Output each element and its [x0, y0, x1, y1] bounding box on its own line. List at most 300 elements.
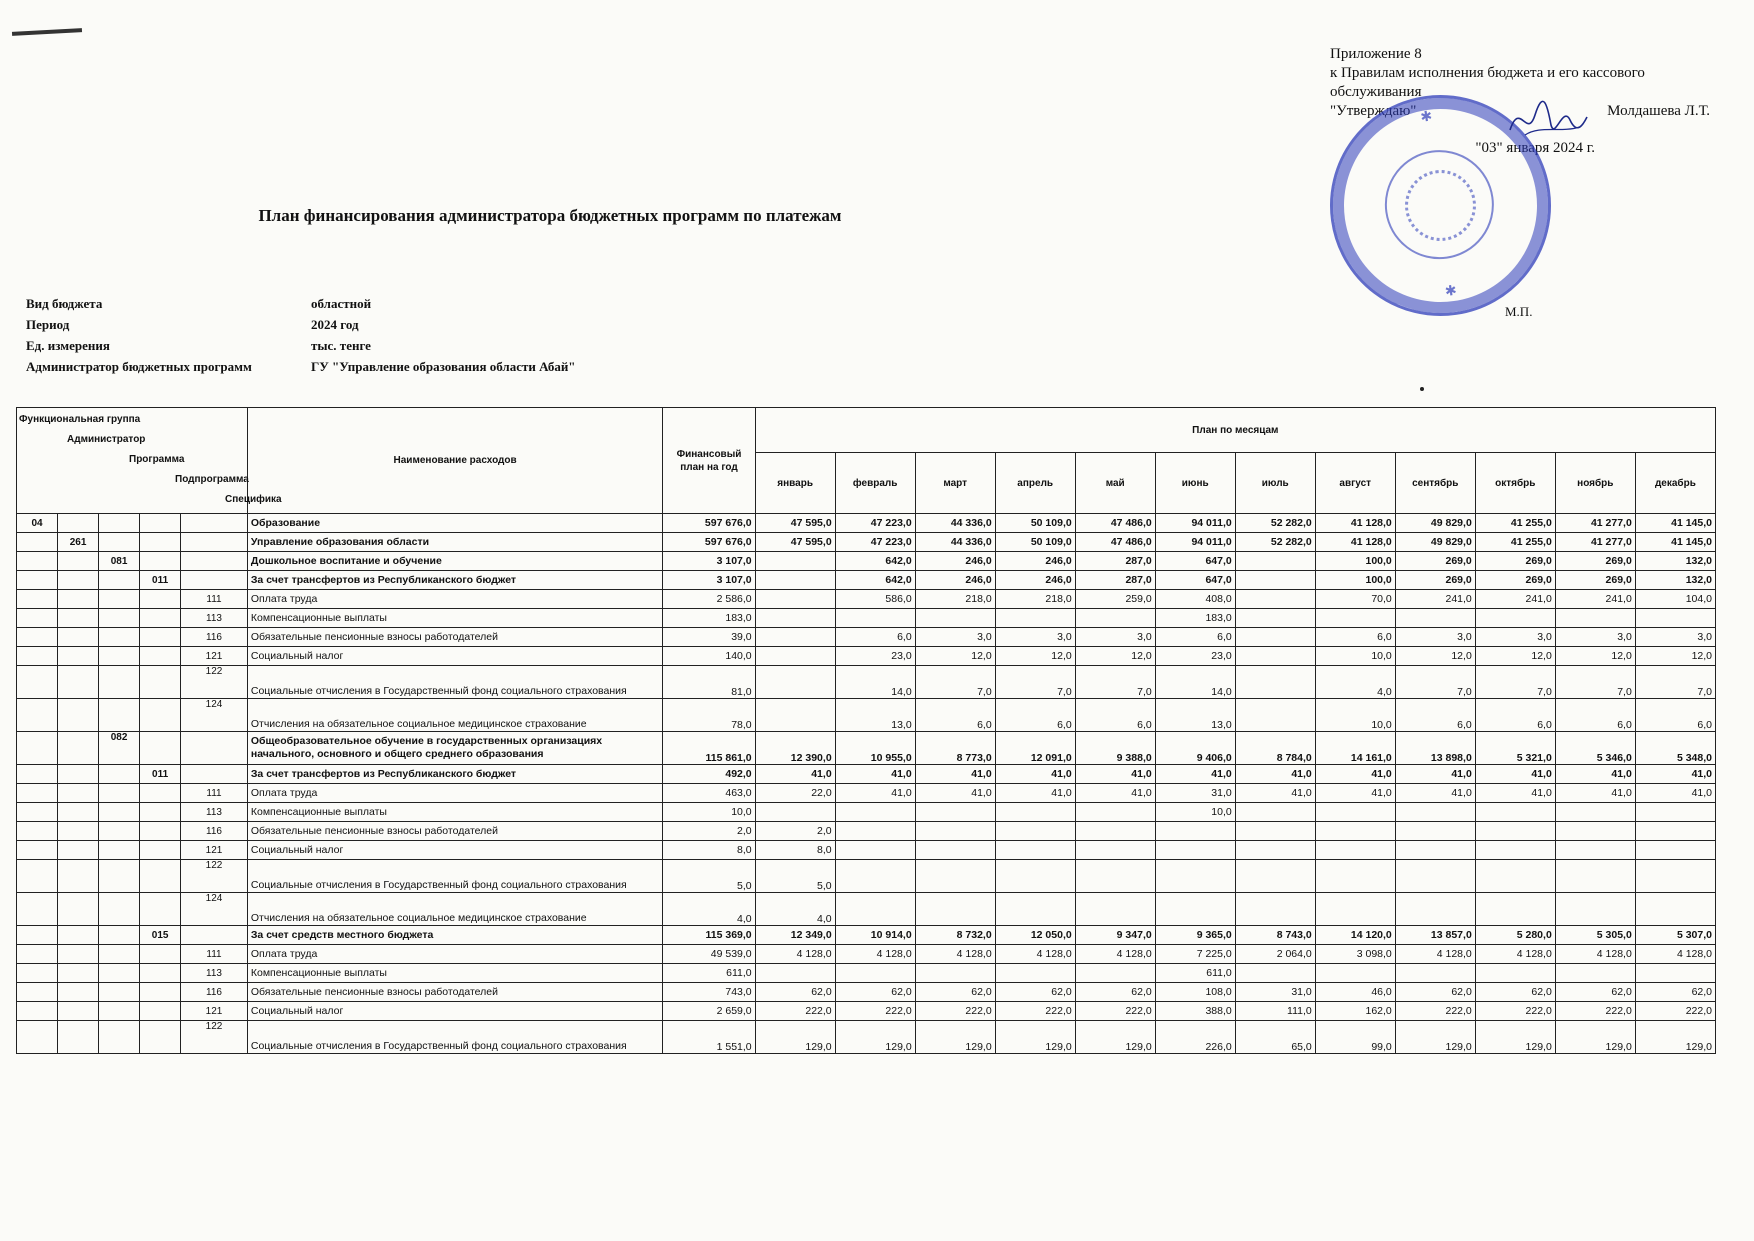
monthly-amount-cell: 41,0 [1635, 765, 1715, 784]
monthly-amount-cell: 41,0 [755, 765, 835, 784]
months-title: План по месяцам [755, 408, 1715, 453]
level-header: Специфика [225, 494, 282, 505]
monthly-amount-cell: 14,0 [1155, 666, 1235, 699]
classification-code-cell [99, 533, 140, 552]
monthly-amount-cell [755, 666, 835, 699]
monthly-amount-cell [1635, 860, 1715, 893]
monthly-amount-cell: 108,0 [1155, 983, 1235, 1002]
level-header: Подпрограмма [175, 474, 249, 485]
table-row [17, 514, 1716, 533]
table-row [17, 945, 1716, 964]
monthly-amount-cell: 7,0 [1635, 666, 1715, 699]
monthly-amount-cell: 100,0 [1315, 571, 1395, 590]
monthly-amount-cell [1555, 609, 1635, 628]
classification-code-cell [17, 926, 58, 945]
classification-code-cell [58, 666, 99, 699]
monthly-amount-cell: 5 307,0 [1635, 926, 1715, 945]
monthly-amount-cell: 49 829,0 [1395, 514, 1475, 533]
monthly-amount-cell [995, 822, 1075, 841]
month-header: сентябрь [1395, 453, 1475, 514]
monthly-amount-cell: 41,0 [1475, 765, 1555, 784]
classification-code-cell [99, 860, 140, 893]
classification-code-cell [140, 514, 181, 533]
monthly-amount-cell: 47 223,0 [835, 514, 915, 533]
classification-code-cell [181, 926, 248, 945]
classification-code-cell [17, 552, 58, 571]
meta-value: тыс. тенге [311, 338, 371, 353]
annual-header: Финансовый план на год [663, 408, 755, 514]
classification-code-cell [58, 860, 99, 893]
monthly-amount-cell [1315, 609, 1395, 628]
monthly-amount-cell [835, 822, 915, 841]
monthly-amount-cell [915, 964, 995, 983]
classification-code-cell [17, 765, 58, 784]
monthly-amount-cell: 6,0 [915, 699, 995, 732]
classification-code-cell: 011 [140, 571, 181, 590]
meta-label: Период [26, 317, 70, 332]
monthly-amount-cell: 62,0 [1075, 983, 1155, 1002]
monthly-amount-cell: 49 829,0 [1395, 533, 1475, 552]
classification-code-cell [181, 533, 248, 552]
classification-code-cell [99, 765, 140, 784]
monthly-amount-cell: 41,0 [1075, 765, 1155, 784]
star-icon: ✱ [1419, 109, 1434, 126]
monthly-amount-cell [1475, 841, 1555, 860]
corner-mark [12, 28, 82, 36]
annual-total-cell: 611,0 [663, 964, 755, 983]
table-row [17, 964, 1716, 983]
monthly-amount-cell: 6,0 [1155, 628, 1235, 647]
monthly-amount-cell [1235, 841, 1315, 860]
classification-code-cell [17, 699, 58, 732]
monthly-amount-cell: 7,0 [1475, 666, 1555, 699]
monthly-amount-cell: 269,0 [1475, 552, 1555, 571]
table-row [17, 803, 1716, 822]
annual-total-cell: 5,0 [663, 860, 755, 893]
monthly-amount-cell [1555, 893, 1635, 926]
seal-place-label: М.П. [1505, 304, 1533, 319]
monthly-amount-cell [1155, 893, 1235, 926]
monthly-amount-cell [915, 841, 995, 860]
monthly-amount-cell: 3,0 [995, 628, 1075, 647]
monthly-amount-cell [915, 803, 995, 822]
classification-code-cell [99, 926, 140, 945]
monthly-amount-cell [835, 964, 915, 983]
monthly-amount-cell: 41,0 [1075, 784, 1155, 803]
monthly-amount-cell: 222,0 [1555, 1002, 1635, 1021]
appendix-label: Приложение 8 [1330, 46, 1422, 62]
monthly-amount-cell [995, 609, 1075, 628]
monthly-amount-cell [755, 647, 835, 666]
monthly-amount-cell: 41,0 [995, 784, 1075, 803]
classification-code-cell [17, 647, 58, 666]
monthly-amount-cell: 14 120,0 [1315, 926, 1395, 945]
monthly-amount-cell: 5 280,0 [1475, 926, 1555, 945]
table-row [17, 926, 1716, 945]
monthly-amount-cell: 388,0 [1155, 1002, 1235, 1021]
monthly-amount-cell: 7,0 [915, 666, 995, 699]
meta-label: Ед. измерения [26, 338, 110, 353]
monthly-amount-cell [1555, 822, 1635, 841]
monthly-amount-cell: 10,0 [1155, 803, 1235, 822]
monthly-amount-cell: 611,0 [1155, 964, 1235, 983]
monthly-amount-cell [835, 803, 915, 822]
monthly-amount-cell: 13,0 [1155, 699, 1235, 732]
signature-icon [1505, 95, 1590, 145]
classification-code-cell [58, 803, 99, 822]
monthly-amount-cell: 7,0 [995, 666, 1075, 699]
month-header: ноябрь [1555, 453, 1635, 514]
meta-value: областной [311, 296, 372, 311]
monthly-amount-cell: 269,0 [1555, 552, 1635, 571]
monthly-amount-cell: 62,0 [1555, 983, 1635, 1002]
classification-code-cell [181, 571, 248, 590]
monthly-amount-cell: 7,0 [1555, 666, 1635, 699]
monthly-amount-cell: 6,0 [995, 699, 1075, 732]
classification-code-cell [17, 983, 58, 1002]
classification-code-cell [99, 590, 140, 609]
monthly-amount-cell: 4 128,0 [1635, 945, 1715, 964]
monthly-amount-cell [835, 860, 915, 893]
classification-code-cell [99, 1021, 140, 1054]
monthly-amount-cell: 111,0 [1235, 1002, 1315, 1021]
classification-code-cell: 116 [181, 628, 248, 647]
monthly-amount-cell [1235, 699, 1315, 732]
monthly-amount-cell: 287,0 [1075, 571, 1155, 590]
classification-code-cell [58, 514, 99, 533]
monthly-amount-cell: 241,0 [1555, 590, 1635, 609]
monthly-amount-cell: 50 109,0 [995, 533, 1075, 552]
monthly-amount-cell: 23,0 [1155, 647, 1235, 666]
classification-code-cell [99, 841, 140, 860]
monthly-amount-cell: 6,0 [835, 628, 915, 647]
classification-code-cell [140, 609, 181, 628]
classification-code-cell [17, 1002, 58, 1021]
month-header: апрель [995, 453, 1075, 514]
monthly-amount-cell: 41,0 [1475, 784, 1555, 803]
monthly-amount-cell [1395, 860, 1475, 893]
annual-total-cell: 115 369,0 [663, 926, 755, 945]
monthly-amount-cell [1075, 822, 1155, 841]
classification-code-cell [181, 552, 248, 571]
monthly-amount-cell: 62,0 [755, 983, 835, 1002]
meta-row-unit [26, 338, 576, 359]
monthly-amount-cell: 41 145,0 [1635, 514, 1715, 533]
monthly-amount-cell: 41,0 [835, 765, 915, 784]
classification-code-cell [17, 964, 58, 983]
expense-name-cell: Социальные отчисления в Государственный фонд социального страхования [247, 666, 662, 699]
monthly-amount-cell [1315, 860, 1395, 893]
monthly-amount-cell [1155, 841, 1235, 860]
month-header: октябрь [1475, 453, 1555, 514]
classification-code-cell [17, 893, 58, 926]
monthly-amount-cell: 222,0 [1475, 1002, 1555, 1021]
classification-code-cell [140, 628, 181, 647]
monthly-amount-cell: 4 128,0 [1555, 945, 1635, 964]
classification-code-cell: 116 [181, 822, 248, 841]
classification-code-cell [140, 666, 181, 699]
classification-code-cell [17, 803, 58, 822]
monthly-amount-cell: 47 486,0 [1075, 514, 1155, 533]
classification-code-cell [140, 822, 181, 841]
monthly-amount-cell: 246,0 [915, 571, 995, 590]
classification-code-cell [140, 533, 181, 552]
month-header: август [1315, 453, 1395, 514]
monthly-amount-cell: 5 346,0 [1555, 732, 1635, 765]
expense-name-cell: Компенсационные выплаты [247, 609, 662, 628]
monthly-amount-cell: 162,0 [1315, 1002, 1395, 1021]
monthly-amount-cell [915, 893, 995, 926]
monthly-amount-cell [1475, 803, 1555, 822]
classification-code-cell [99, 647, 140, 666]
monthly-amount-cell [1155, 822, 1235, 841]
annual-total-cell: 140,0 [663, 647, 755, 666]
monthly-amount-cell [1395, 803, 1475, 822]
classification-code-cell [99, 666, 140, 699]
monthly-amount-cell: 222,0 [1395, 1002, 1475, 1021]
monthly-amount-cell: 62,0 [1475, 983, 1555, 1002]
classification-code-cell [17, 609, 58, 628]
monthly-amount-cell: 269,0 [1475, 571, 1555, 590]
classification-code-cell [58, 841, 99, 860]
monthly-amount-cell [1315, 964, 1395, 983]
table-row [17, 1002, 1716, 1021]
monthly-amount-cell: 3,0 [1635, 628, 1715, 647]
table-body [17, 514, 1716, 1054]
monthly-amount-cell [755, 552, 835, 571]
table-row [17, 765, 1716, 784]
expense-name-cell: За счет средств местного бюджета [247, 926, 662, 945]
monthly-amount-cell: 62,0 [1395, 983, 1475, 1002]
monthly-amount-cell: 50 109,0 [995, 514, 1075, 533]
table-row [17, 983, 1716, 1002]
monthly-amount-cell: 62,0 [995, 983, 1075, 1002]
classification-code-cell: 113 [181, 609, 248, 628]
monthly-amount-cell: 4 128,0 [1075, 945, 1155, 964]
month-header: февраль [835, 453, 915, 514]
classification-code-cell: 116 [181, 983, 248, 1002]
monthly-amount-cell: 6,0 [1395, 699, 1475, 732]
document-metadata [26, 296, 576, 380]
classification-code-cell: 121 [181, 841, 248, 860]
monthly-amount-cell: 5,0 [755, 860, 835, 893]
monthly-amount-cell: 222,0 [1075, 1002, 1155, 1021]
monthly-amount-cell: 12 349,0 [755, 926, 835, 945]
monthly-amount-cell: 642,0 [835, 571, 915, 590]
monthly-amount-cell [1315, 893, 1395, 926]
monthly-amount-cell: 9 347,0 [1075, 926, 1155, 945]
monthly-amount-cell [755, 964, 835, 983]
classification-code-cell [58, 647, 99, 666]
annual-total-cell: 10,0 [663, 803, 755, 822]
classification-code-cell [17, 945, 58, 964]
table-row [17, 552, 1716, 571]
classification-code-cell [17, 1021, 58, 1054]
monthly-amount-cell: 41,0 [1555, 784, 1635, 803]
classification-code-cell: 04 [17, 514, 58, 533]
monthly-amount-cell: 12,0 [915, 647, 995, 666]
month-header: июль [1235, 453, 1315, 514]
monthly-amount-cell: 41,0 [1235, 784, 1315, 803]
annual-total-cell: 2 659,0 [663, 1002, 755, 1021]
classification-code-cell [99, 1002, 140, 1021]
stray-dot [1420, 387, 1424, 391]
monthly-amount-cell: 3,0 [915, 628, 995, 647]
monthly-amount-cell [915, 860, 995, 893]
monthly-amount-cell: 129,0 [915, 1021, 995, 1054]
monthly-amount-cell [1075, 841, 1155, 860]
month-header: май [1075, 453, 1155, 514]
monthly-amount-cell: 2,0 [755, 822, 835, 841]
level-header: Программа [129, 454, 185, 465]
classification-code-cell [17, 784, 58, 803]
monthly-amount-cell: 23,0 [835, 647, 915, 666]
monthly-amount-cell: 7,0 [1395, 666, 1475, 699]
classification-code-cell [58, 590, 99, 609]
monthly-amount-cell: 642,0 [835, 552, 915, 571]
monthly-amount-cell [1235, 628, 1315, 647]
classification-code-cell [99, 983, 140, 1002]
annual-total-cell: 78,0 [663, 699, 755, 732]
monthly-amount-cell [1635, 841, 1715, 860]
monthly-amount-cell: 222,0 [755, 1002, 835, 1021]
rules-reference: к Правилам исполнения бюджета и его кассового обслуживания [1330, 65, 1645, 100]
expense-name-cell: Социальный налог [247, 841, 662, 860]
monthly-amount-cell: 9 388,0 [1075, 732, 1155, 765]
monthly-amount-cell: 222,0 [835, 1002, 915, 1021]
annual-total-cell: 597 676,0 [663, 514, 755, 533]
monthly-amount-cell: 269,0 [1395, 552, 1475, 571]
meta-row-period [26, 317, 576, 338]
classification-code-cell [58, 552, 99, 571]
monthly-amount-cell: 47 223,0 [835, 533, 915, 552]
annual-total-cell: 1 551,0 [663, 1021, 755, 1054]
monthly-amount-cell: 44 336,0 [915, 533, 995, 552]
monthly-amount-cell: 41 128,0 [1315, 533, 1395, 552]
classification-code-cell [58, 784, 99, 803]
monthly-amount-cell [1315, 841, 1395, 860]
monthly-amount-cell: 10 914,0 [835, 926, 915, 945]
expense-name-cell: Обязательные пенсионные взносы работодателей [247, 628, 662, 647]
annual-total-cell: 115 861,0 [663, 732, 755, 765]
annual-total-cell: 49 539,0 [663, 945, 755, 964]
table-row [17, 628, 1716, 647]
table-row [17, 893, 1716, 926]
annual-total-cell: 3 107,0 [663, 571, 755, 590]
classification-code-cell [99, 571, 140, 590]
monthly-amount-cell: 41,0 [1395, 784, 1475, 803]
monthly-amount-cell [835, 609, 915, 628]
meta-label: Вид бюджета [26, 296, 103, 311]
classification-code-cell [58, 609, 99, 628]
classification-code-cell [140, 1002, 181, 1021]
monthly-amount-cell [1635, 964, 1715, 983]
monthly-amount-cell: 47 486,0 [1075, 533, 1155, 552]
monthly-amount-cell [1315, 822, 1395, 841]
monthly-amount-cell [1235, 609, 1315, 628]
monthly-amount-cell: 241,0 [1475, 590, 1555, 609]
classification-code-cell [99, 964, 140, 983]
annual-total-cell: 743,0 [663, 983, 755, 1002]
monthly-amount-cell [995, 860, 1075, 893]
monthly-amount-cell [835, 893, 915, 926]
monthly-amount-cell: 12,0 [1635, 647, 1715, 666]
expense-name-cell: За счет трансфертов из Республиканского бюджет [247, 571, 662, 590]
monthly-amount-cell: 8 784,0 [1235, 732, 1315, 765]
monthly-amount-cell [755, 803, 835, 822]
classification-code-cell [17, 571, 58, 590]
approval-date: "03" января 2024 г. [1475, 140, 1595, 156]
monthly-amount-cell [995, 893, 1075, 926]
expense-name-cell: Компенсационные выплаты [247, 803, 662, 822]
monthly-amount-cell [1235, 590, 1315, 609]
monthly-amount-cell [1395, 822, 1475, 841]
monthly-amount-cell: 13 857,0 [1395, 926, 1475, 945]
classification-code-cell [99, 609, 140, 628]
monthly-amount-cell: 129,0 [1395, 1021, 1475, 1054]
expense-name-cell: Оплата труда [247, 945, 662, 964]
monthly-amount-cell [1395, 841, 1475, 860]
monthly-amount-cell: 3,0 [1555, 628, 1635, 647]
monthly-amount-cell: 9 406,0 [1155, 732, 1235, 765]
classification-code-cell [99, 822, 140, 841]
monthly-amount-cell: 218,0 [915, 590, 995, 609]
classification-code-cell [58, 732, 99, 765]
classification-code-cell [58, 964, 99, 983]
monthly-amount-cell: 6,0 [1555, 699, 1635, 732]
monthly-amount-cell: 586,0 [835, 590, 915, 609]
monthly-amount-cell: 408,0 [1155, 590, 1235, 609]
monthly-amount-cell: 129,0 [755, 1021, 835, 1054]
monthly-amount-cell: 41 255,0 [1475, 514, 1555, 533]
classification-code-cell: 122 [181, 666, 248, 699]
table-row [17, 699, 1716, 732]
expense-name-cell: Дошкольное воспитание и обучение [247, 552, 662, 571]
monthly-amount-cell: 62,0 [835, 983, 915, 1002]
monthly-amount-cell: 2 064,0 [1235, 945, 1315, 964]
classification-code-cell [140, 803, 181, 822]
classification-code-cell [17, 822, 58, 841]
table-row [17, 666, 1716, 699]
monthly-amount-cell: 13,0 [835, 699, 915, 732]
annual-total-cell: 463,0 [663, 784, 755, 803]
monthly-amount-cell: 129,0 [835, 1021, 915, 1054]
classification-code-cell [58, 628, 99, 647]
monthly-amount-cell: 62,0 [915, 983, 995, 1002]
monthly-amount-cell: 5 348,0 [1635, 732, 1715, 765]
monthly-amount-cell: 12,0 [1555, 647, 1635, 666]
monthly-amount-cell [1475, 609, 1555, 628]
monthly-amount-cell: 8 743,0 [1235, 926, 1315, 945]
monthly-amount-cell [1315, 803, 1395, 822]
monthly-amount-cell: 52 282,0 [1235, 514, 1315, 533]
classification-code-cell [58, 983, 99, 1002]
monthly-amount-cell: 22,0 [755, 784, 835, 803]
monthly-amount-cell [1075, 964, 1155, 983]
monthly-amount-cell: 4 128,0 [1395, 945, 1475, 964]
monthly-amount-cell [1075, 803, 1155, 822]
level-header: Функциональная группа [19, 414, 141, 425]
monthly-amount-cell [915, 609, 995, 628]
monthly-amount-cell: 47 595,0 [755, 533, 835, 552]
monthly-amount-cell: 70,0 [1315, 590, 1395, 609]
classification-code-cell [140, 732, 181, 765]
monthly-amount-cell: 222,0 [995, 1002, 1075, 1021]
monthly-amount-cell: 46,0 [1315, 983, 1395, 1002]
monthly-amount-cell: 6,0 [1075, 699, 1155, 732]
monthly-amount-cell [755, 590, 835, 609]
classification-code-cell [58, 571, 99, 590]
